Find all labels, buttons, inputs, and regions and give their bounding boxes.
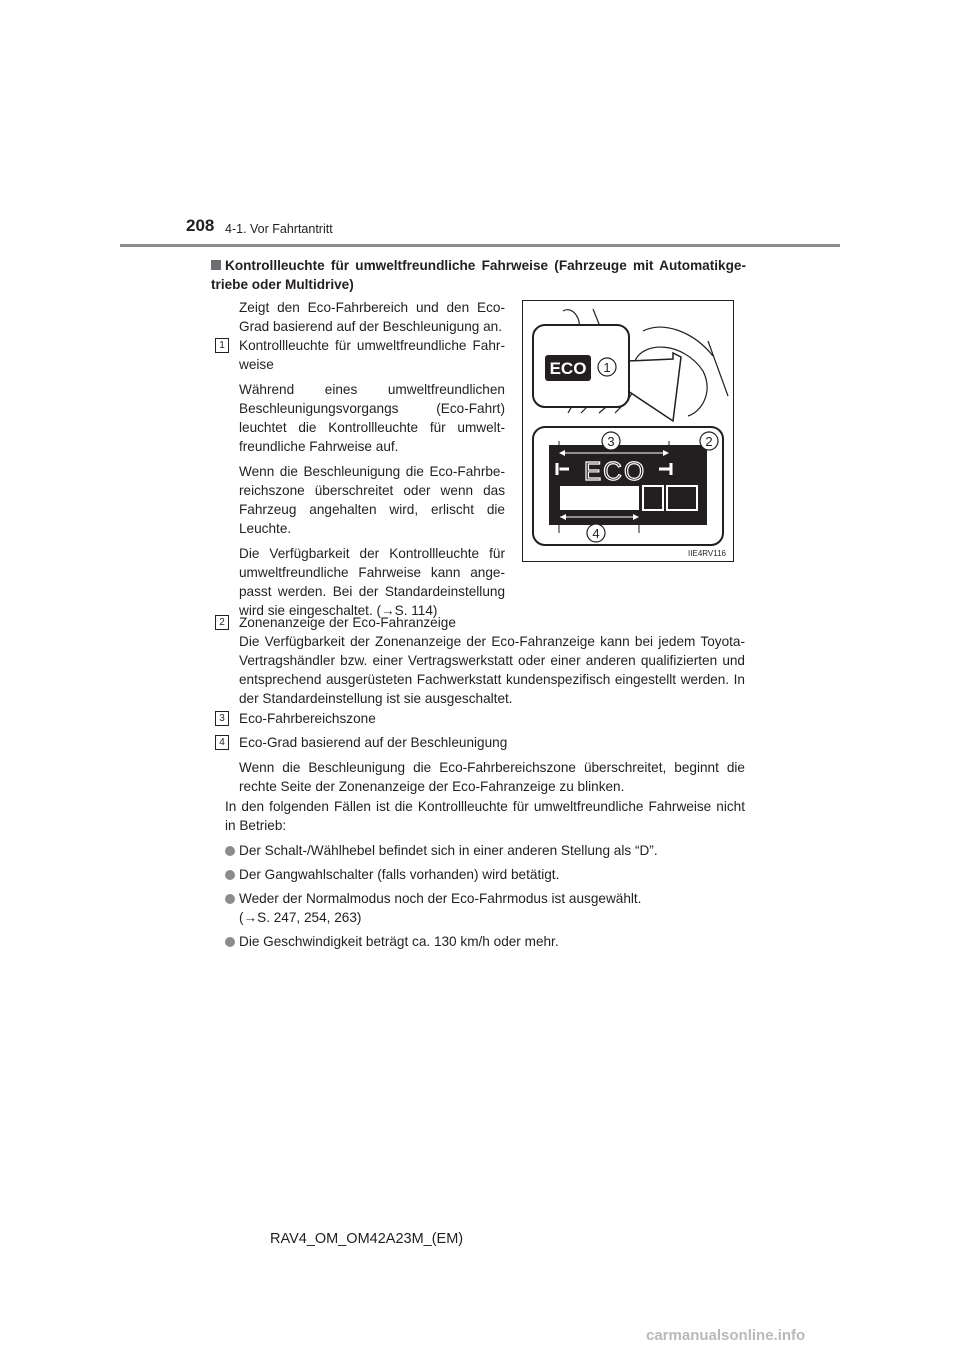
figure-callout-2: 2 (705, 434, 713, 449)
item-1-para-2: Wenn die Beschleunigung die Eco-Fahrbe-reichszone überschreitet oder wenn das Fahrzeug angehalten wird, erlischt die Leuchte. (239, 464, 505, 536)
bullet-dot-icon (225, 870, 235, 880)
item-4-title: Eco-Grad basierend auf der Beschleunigung (239, 735, 508, 750)
bullet-dot-icon (225, 894, 235, 904)
item-4-para-1: Wenn die Beschleunigung die Eco-Fahrbereichszone überschreitet, beginnt die rechte Seite der Zonenanzeige der Eco-Fahranzeige zu blinken. (239, 760, 745, 794)
section-title: 4-1. Vor Fahrtantritt (225, 222, 333, 236)
item-2-block (239, 613, 745, 708)
bullet-text: Der Gangwahlschalter (falls vorhanden) wird betätigt. (239, 867, 560, 882)
bullet-text: Die Geschwindigkeit beträgt ca. 130 km/h oder mehr. (239, 934, 559, 949)
item-1-para-1: Während eines umweltfreundlichen Beschleunigungsvorgangs (Eco-Fahrt) leuchtet die Kontrollleuchte für umwelt-freundliche Fahrweise auf. (239, 382, 505, 454)
bullet-item-3-ref: (→S. 247, 254, 263) (239, 910, 362, 925)
callout-number-2: 2 (215, 615, 229, 630)
item-4-block (239, 733, 745, 796)
footer-doc-id: RAV4_OM_OM42A23M_(EM) (270, 1231, 464, 1247)
square-bullet-icon (211, 260, 221, 270)
figure-callout-1: 1 (603, 360, 611, 375)
item-2-title: Zonenanzeige der Eco-Fahranzeige (239, 615, 456, 630)
bullet-dot-icon (225, 846, 235, 856)
heading-text: Kontrollleuchte für umweltfreundliche Fahrweise (Fahrzeuge mit Automatikge-triebe oder Multidrive) (211, 258, 746, 292)
eco-indicator-figure (522, 300, 734, 562)
item-1-title: Kontrollleuchte für umweltfreundliche Fahr-weise (239, 338, 505, 372)
eco-indicator-illustration (523, 301, 733, 561)
bullet-dot-icon (225, 937, 235, 947)
bullet-text: Der Schalt-/Wählhebel befindet sich in einer anderen Stellung als “D”. (239, 843, 658, 858)
figure-callout-3: 3 (607, 434, 615, 449)
bullet-item-1 (225, 841, 745, 860)
item-1-para-3: Die Verfügbarkeit der Kontrollleuchte für umweltfreundliche Fahrweise kann ange-passt werden. Bei der Standardeinstellung wird sie eingeschaltet. (→S. 114) (239, 546, 505, 618)
header-rule (120, 244, 840, 247)
item-2-para-1: Die Verfügbarkeit der Zonenanzeige der Eco-Fahranzeige kann bei jedem Toyota-Vertragshändler bzw. einer Vertragswerkstatt oder einer anderen qualifizierten und entsprechend ausgerüsteten Fachwerkstatt kundenspezifisch eingestellt werden. In der Standardeinstellung ist sie ausgeschaltet. (239, 634, 745, 706)
figure-callout-4: 4 (592, 526, 600, 541)
bullet-item-4 (225, 932, 745, 951)
callout-number-4: 4 (215, 735, 229, 750)
bullet-item-2 (225, 865, 745, 884)
bullet-item-3 (225, 889, 745, 908)
page-number: 208 (186, 216, 215, 235)
callout-number-3: 3 (215, 711, 229, 726)
figure-code: IIE4RV116 (688, 549, 726, 558)
watermark: carmanualsonline.info (646, 1327, 806, 1344)
eco-display-text: ECO (583, 456, 647, 486)
bullet-text: Weder der Normalmodus noch der Eco-Fahrmodus ist ausgewählt. (239, 891, 642, 906)
not-operating-intro: In den folgenden Fällen ist die Kontrollleuchte für umweltfreundliche Fahrweise nicht in Betrieb: (225, 799, 745, 833)
intro-text: Zeigt den Eco-Fahrbereich und den Eco-Grad basierend auf der Beschleunigung an. (239, 300, 505, 334)
item-3-title: Eco-Fahrbereichszone (239, 711, 376, 726)
eco-badge-text: ECO (549, 359, 587, 378)
item-1-block (239, 336, 505, 620)
section-heading (211, 256, 746, 294)
callout-number-1: 1 (215, 338, 229, 353)
